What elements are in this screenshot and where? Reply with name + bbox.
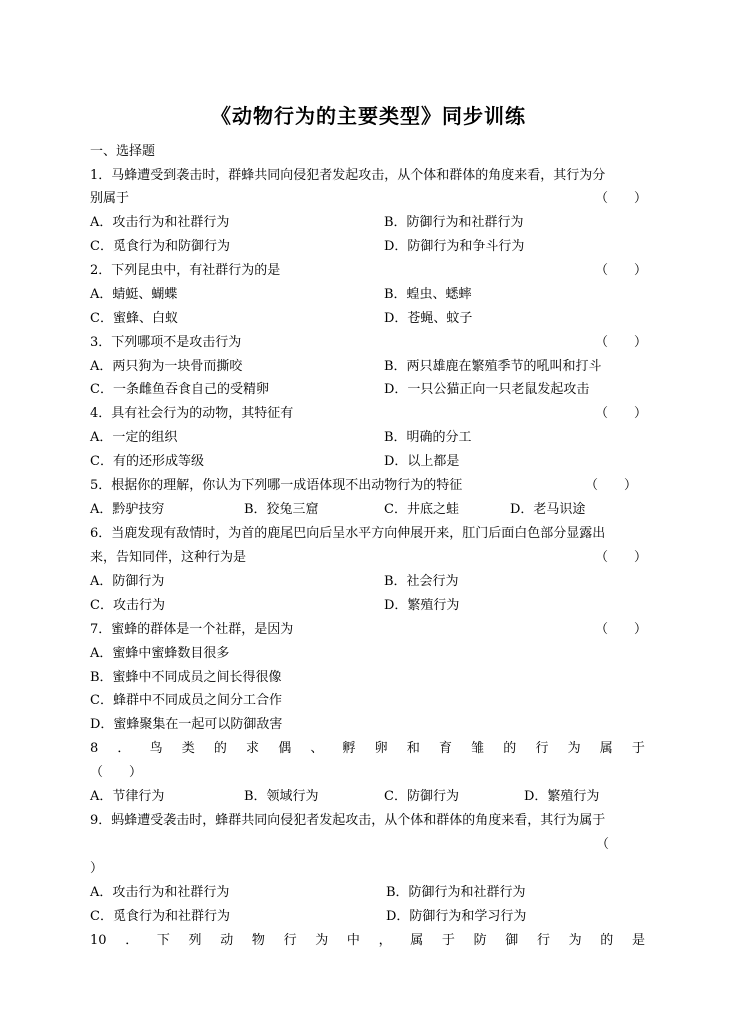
q3-option-b: B．两只雄鹿在繁殖季节的吼叫和打斗 [384,359,602,374]
q7-option-a: A．蜜蜂中蜜蜂数目很多 [90,646,230,661]
q2-option-d: D．苍蝇、蚊子 [384,311,473,326]
q1-stem-line2: 别属于 [90,191,130,206]
q9-paren-close: ） [90,861,104,876]
page-title: 《动物行为的主要类型》同步训练 [211,104,526,128]
q2-option-b: B．蝗虫、蟋蟀 [384,287,472,302]
q6-option-d: D．繁殖行为 [384,598,460,613]
q8-stem: 8 ． 鸟 类 的 求 偶 、 孵 卵 和 育 雏 的 行 为 属 于 [90,741,645,756]
q7-option-c: C．蜂群中不同成员之间分工合作 [90,693,282,708]
q3-option-d: D．一只公猫正向一只老鼠发起攻击 [384,382,590,397]
q6-answer-paren: （ ） [595,550,648,565]
q7-option-b: B．蜜蜂中不同成员之间长得很像 [90,670,282,685]
q1-stem-line1: 1．马蜂遭受到袭击时，群蜂共同向侵犯者发起攻击，从个体和群体的角度来看，其行为分 [90,168,606,183]
section-heading: 一、选择题 [90,144,156,159]
q4-option-b: B．明确的分工 [384,430,472,445]
q5-option-c: C．井底之蛙 [384,502,459,517]
q8-answer-paren: （ ） [90,765,143,780]
q7-answer-paren: （ ） [595,622,648,637]
q9-stem: 9．蚂蜂遭受袭击时，蜂群共同向侵犯者发起攻击，从个体和群体的角度来看，其行为属于 [90,813,606,828]
q1-option-a: A．攻击行为和社群行为 [90,215,230,230]
q6-option-c: C．攻击行为 [90,598,165,613]
q7-stem: 7．蜜蜂的群体是一个社群，是因为 [90,622,294,637]
q2-option-c: C．蜜蜂、白蚁 [90,311,178,326]
q1-option-c: C．觅食行为和防御行为 [90,239,230,254]
q2-stem: 2．下列昆虫中，有社群行为的是 [90,263,281,278]
q8-option-a: A．节律行为 [90,789,165,804]
q3-stem: 3．下列哪项不是攻击行为 [90,335,242,350]
q2-answer-paren: （ ） [595,263,648,278]
q2-option-a: A．蜻蜓、蝴蝶 [90,287,178,302]
q3-option-c: C．一条雌鱼吞食自己的受精卵 [90,382,269,397]
q6-stem-line2: 来，告知同伴，这种行为是 [90,550,247,565]
q3-answer-paren: （ ） [595,335,648,350]
q9-paren-open: （ [596,837,610,852]
q1-option-d: D．防御行为和争斗行为 [384,239,525,254]
q4-option-a: A．一定的组织 [90,430,178,445]
q4-option-d: D．以上都是 [384,454,460,469]
q1-option-b: B．防御行为和社群行为 [384,215,524,230]
q6-option-b: B．社会行为 [384,574,459,589]
q6-stem-line1: 6．当鹿发现有敌情时，为首的鹿尾巴向后呈水平方向伸展开来，肛门后面白色部分显露出 [90,526,606,541]
q5-stem: 5．根据你的理解，你认为下列哪一成语体现不出动物行为的特征 [90,478,463,493]
q7-option-d: D．蜜蜂聚集在一起可以防御敌害 [90,717,283,732]
q8-option-d: D．繁殖行为 [524,789,600,804]
q5-option-a: A．黔驴技穷 [90,502,165,517]
q5-option-b: B．狡兔三窟 [244,502,319,517]
q8-option-b: B．领域行为 [244,789,319,804]
q4-answer-paren: （ ） [595,406,648,421]
q1-answer-paren: （ ） [595,191,648,206]
q3-option-a: A．两只狗为一块骨而撕咬 [90,359,243,374]
q6-option-a: A．防御行为 [90,574,165,589]
q9-option-b: B．防御行为和社群行为 [386,885,526,900]
q10-stem: 10 ． 下 列 动 物 行 为 中 ， 属 于 防 御 行 为 的 是 [90,933,645,948]
q9-option-a: A．攻击行为和社群行为 [90,885,230,900]
q8-option-c: C．防御行为 [384,789,459,804]
q9-option-d: D．防御行为和学习行为 [386,909,527,924]
q5-option-d: D．老马识途 [510,502,586,517]
q5-answer-paren: （ ） [585,478,638,493]
q4-stem: 4．具有社会行为的动物，其特征有 [90,406,294,421]
q4-option-c: C．有的还形成等级 [90,454,204,469]
q9-option-c: C．觅食行为和社群行为 [90,909,230,924]
